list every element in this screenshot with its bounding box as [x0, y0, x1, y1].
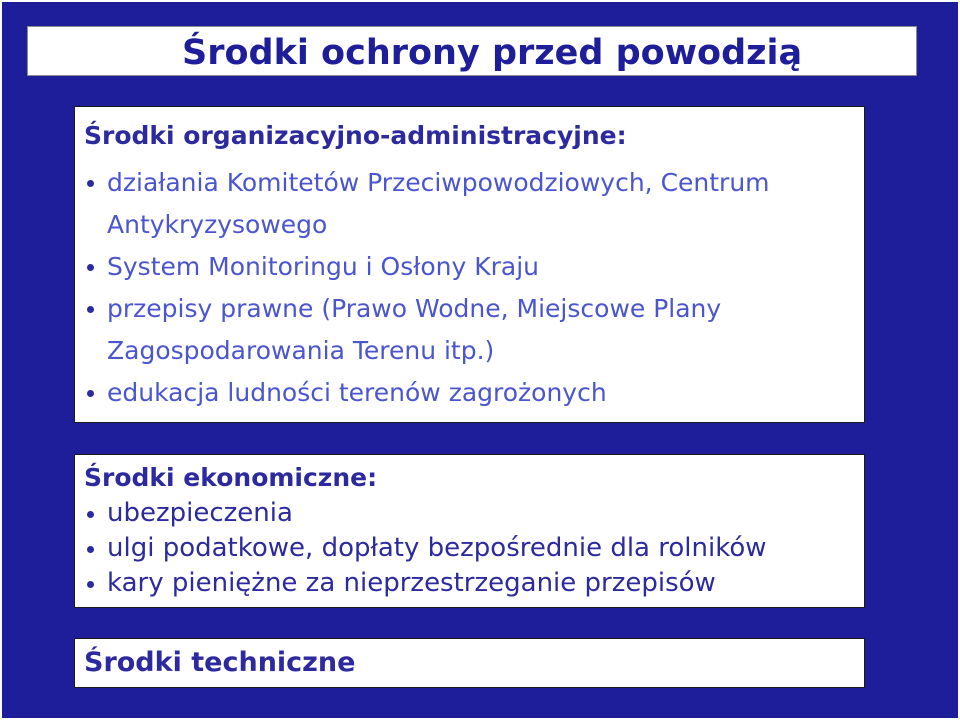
list-item-line: Zagospodarowania Terenu itp.) [107, 336, 495, 365]
list-item [84, 496, 854, 531]
list-item-line: edukacja ludności terenów zagrożonych [107, 378, 607, 407]
list-item-line: Antykryzysowego [107, 210, 328, 239]
list-item [84, 162, 854, 246]
bullet-icon [87, 546, 94, 553]
economic-measures-list [84, 496, 854, 601]
slide-background [2, 2, 958, 718]
list-item-text: ulgi podatkowe, dopłaty bezpośrednie dla rolników [107, 533, 767, 563]
bullet-icon [87, 390, 94, 397]
organizational-measures-heading: Środki organizacyjno-administracyjne: [84, 121, 627, 150]
list-item-line: przepisy prawne (Prawo Wodne, Miejscowe Plany [107, 294, 722, 323]
organizational-measures-box [74, 106, 865, 423]
list-item [84, 372, 854, 414]
list-item-text: ubezpieczenia [107, 498, 293, 528]
list-item [84, 566, 854, 601]
organizational-measures-list [84, 162, 854, 414]
bullet-icon [87, 581, 94, 588]
list-item [84, 288, 854, 372]
list-item-line: działania Komitetów Przeciwpowodziowych, Centrum [107, 168, 770, 197]
bullet-icon [87, 264, 94, 271]
slide-title: Środki ochrony przed powodzią [182, 33, 803, 73]
technical-measures-heading: Środki techniczne [84, 647, 356, 678]
bullet-icon [87, 511, 94, 518]
list-item-line: System Monitoringu i Osłony Kraju [107, 252, 540, 281]
list-item-text: kary pieniężne za nieprzestrzeganie przepisów [107, 568, 716, 598]
economic-measures-box [74, 454, 865, 608]
list-item [84, 531, 854, 566]
technical-measures-box [74, 638, 865, 688]
economic-measures-heading: Środki ekonomiczne: [84, 463, 378, 492]
title-box [27, 26, 917, 76]
list-item [84, 246, 854, 288]
bullet-icon [87, 180, 94, 187]
bullet-icon [87, 306, 94, 313]
